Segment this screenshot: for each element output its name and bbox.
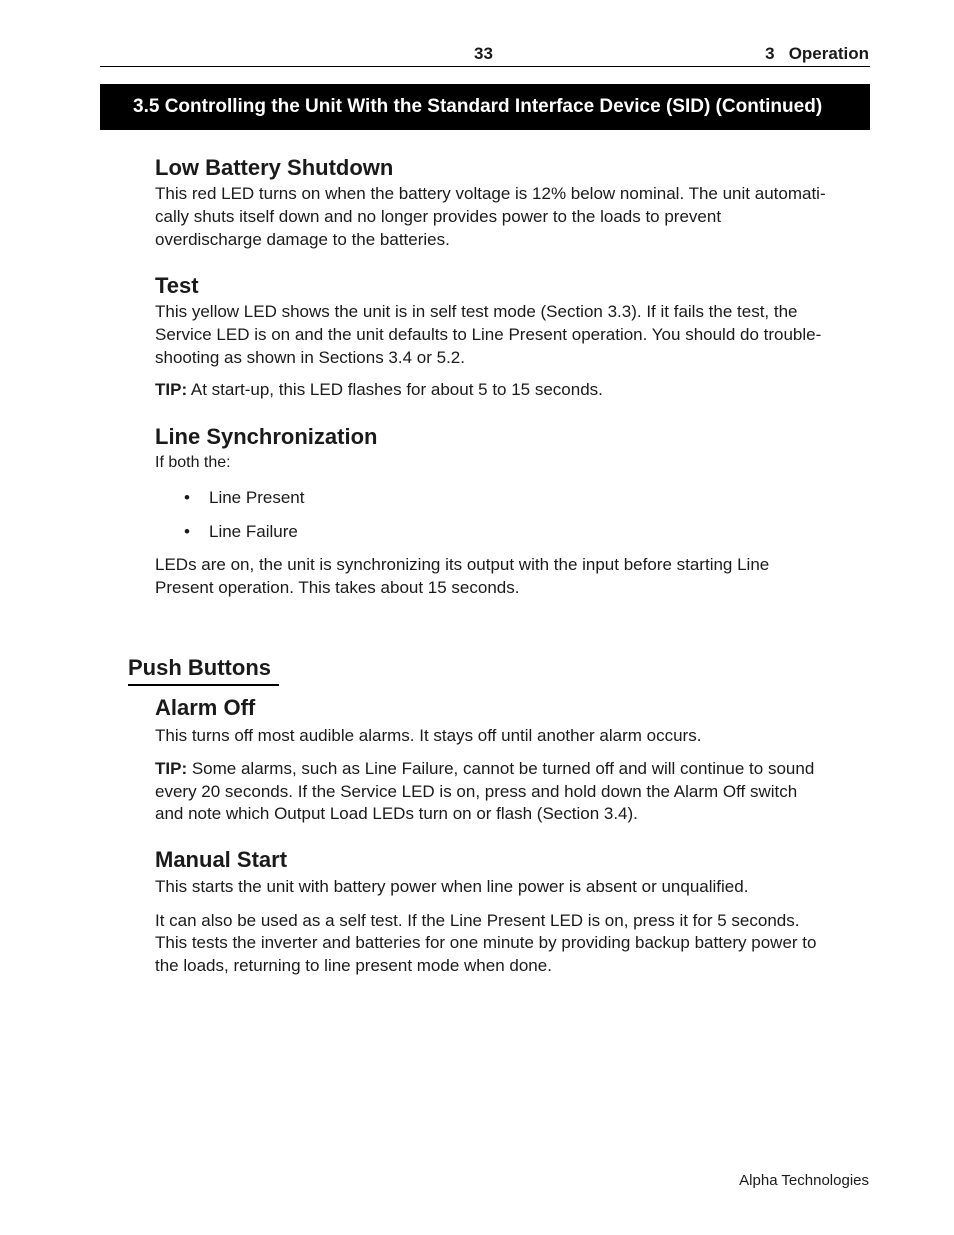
tip-text: At start-up, this LED flashes for about 5 to 15 seconds. [187, 380, 603, 399]
low-battery-line-2: cally shuts itself down and no longer provides power to the loads to prevent [155, 207, 722, 226]
alarm-off-heading: Alarm Off [155, 695, 256, 720]
manual-start-line-1: It can also be used as a self test. If the Line Present LED is on, press it for 5 seconds. [155, 911, 800, 930]
test-line-1: This yellow LED shows the unit is in self test mode (Section 3.3). If it fails the test, the [155, 302, 798, 321]
low-battery-line-1: This red LED turns on when the battery voltage is 12% below nominal. The unit automati- [155, 184, 826, 203]
alarm-off-text: This turns off most audible alarms. It stays off until another alarm occurs. [155, 726, 702, 745]
test-line-3: shooting as shown in Sections 3.4 or 5.2. [155, 348, 465, 367]
line-sync-heading: Line Synchronization [155, 424, 378, 449]
section-title: 3.5 Controlling the Unit With the Standard Interface Device (SID) (Continued) [100, 84, 870, 130]
line-sync-line-1: LEDs are on, the unit is synchronizing its output with the input before starting Line [155, 555, 770, 574]
header-divider [100, 66, 870, 67]
chapter-title: 3 Operation [765, 44, 869, 63]
manual-start-line-3: the loads, returning to line present mode when done. [155, 956, 552, 975]
low-battery-line-3: overdischarge damage to the batteries. [155, 230, 450, 249]
test-line-2: Service LED is on and the unit defaults to Line Present operation. You should do trouble- [155, 325, 822, 344]
low-battery-heading: Low Battery Shutdown [155, 155, 394, 180]
alarm-off-tip-line-1 [155, 757, 870, 780]
push-buttons-underline [128, 684, 279, 686]
tip-text: Some alarms, such as Line Failure, cannot be turned off and will continue to sound [187, 759, 815, 778]
manual-start-heading: Manual Start [155, 847, 288, 872]
bullet-line-present: Line Present [209, 488, 305, 507]
manual-start-line-2: This tests the inverter and batteries for one minute by providing backup battery power to [155, 933, 817, 952]
footer-company: Alpha Technologies [739, 1172, 869, 1189]
tip-label: TIP: [155, 380, 188, 399]
line-sync-intro: If both the: [155, 454, 231, 471]
bullet-marker: • [184, 488, 190, 507]
manual-start-text: This starts the unit with battery power when line power is absent or unqualified. [155, 877, 749, 896]
alarm-off-tip-line-3: and note which Output Load LEDs turn on or flash (Section 3.4). [155, 804, 638, 823]
bullet-marker: • [184, 522, 190, 541]
test-tip [155, 378, 870, 401]
page-number: 33 [474, 44, 493, 63]
alarm-off-tip-line-2: every 20 seconds. If the Service LED is on, press and hold down the Alarm Off switch [155, 782, 798, 801]
tip-label: TIP: [155, 759, 188, 778]
test-heading: Test [155, 273, 199, 298]
push-buttons-heading: Push Buttons [128, 655, 271, 680]
line-sync-line-2: Present operation. This takes about 15 seconds. [155, 578, 520, 597]
bullet-line-failure: Line Failure [209, 522, 298, 541]
